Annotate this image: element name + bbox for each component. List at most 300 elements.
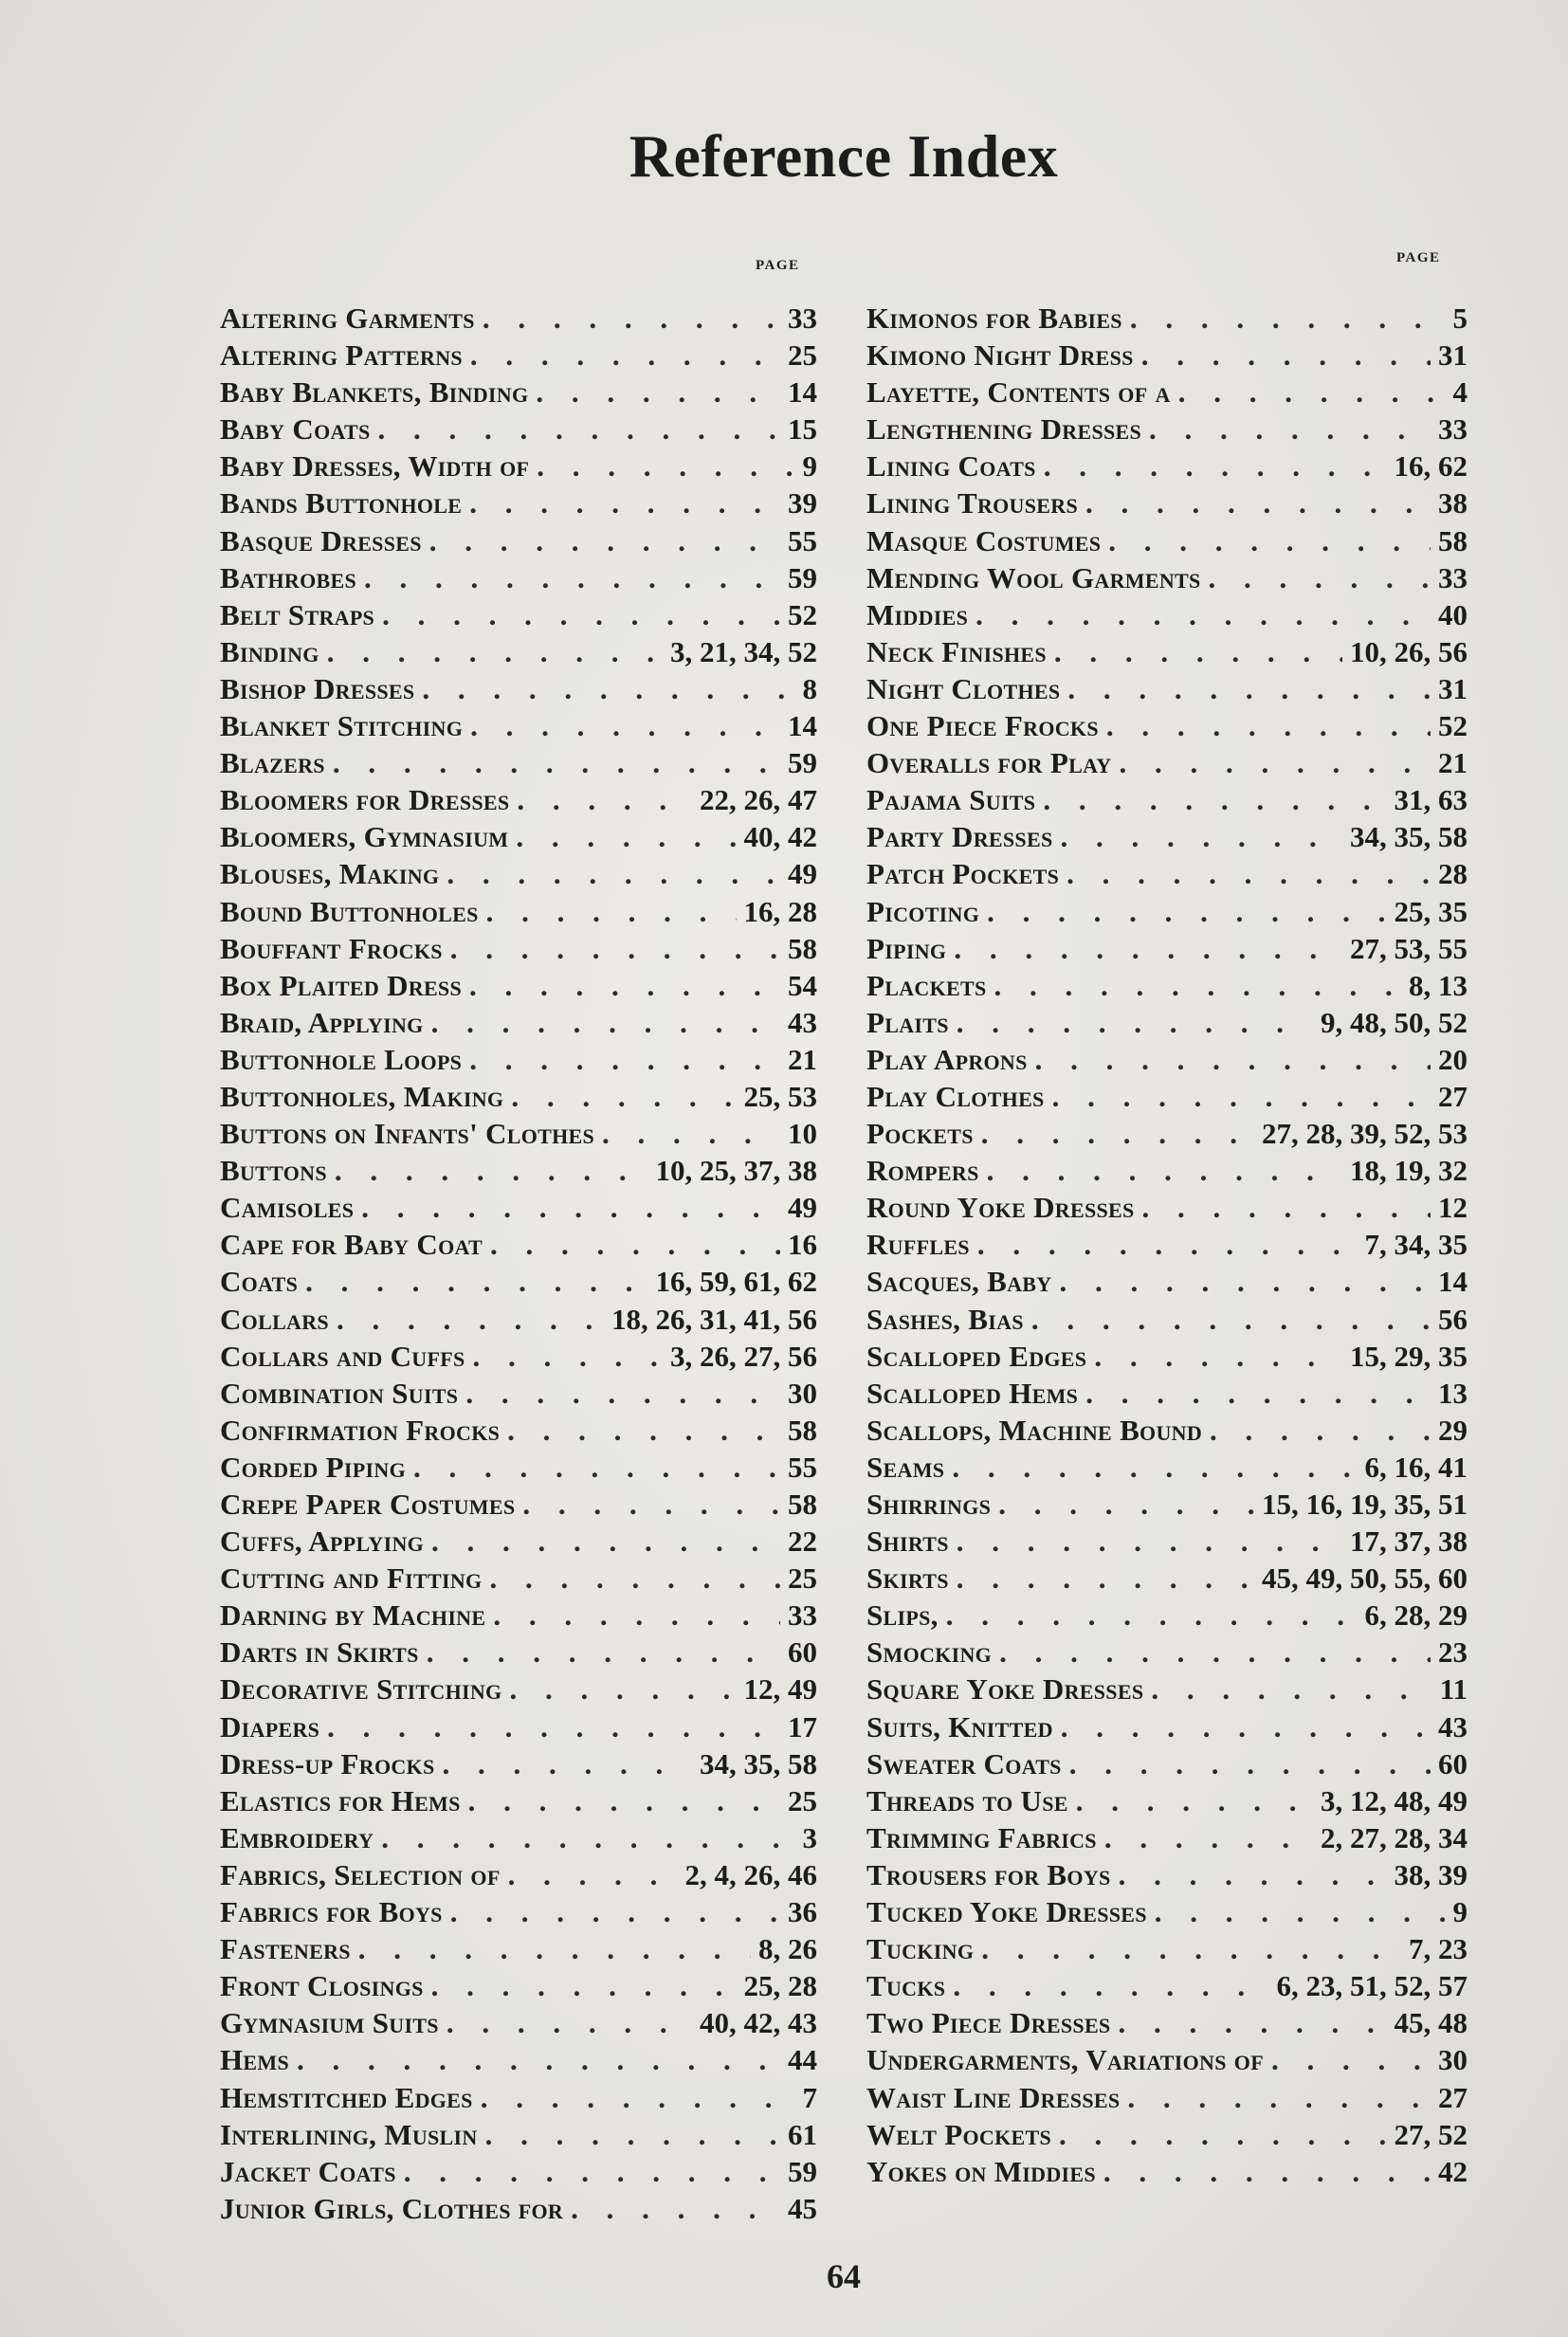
index-entry [220,1525,817,1561]
dot-leader [517,783,692,817]
dot-leader [957,1525,1342,1559]
dot-leader [954,932,1342,966]
index-page-refs: 12, 49 [743,1672,817,1707]
index-entry [220,2155,817,2192]
index-page-refs: 31, 63 [1394,783,1468,817]
dot-leader [450,1895,780,1929]
dot-leader [987,895,1386,929]
index-entry [866,1561,1468,1598]
index-entry [220,672,817,709]
index-term: Bishop Dresses [220,671,415,705]
index-entry [866,1784,1468,1821]
dot-leader [333,746,780,780]
dot-leader [1067,857,1431,891]
dot-leader [1108,524,1431,558]
index-term: Threads to Use [866,1783,1068,1817]
index-entry [866,709,1468,746]
dot-leader [1106,709,1431,743]
dot-leader [1210,1414,1431,1448]
index-entry [220,1451,817,1488]
index-term: Elastics for Hems [220,1783,461,1817]
dot-leader [508,1858,678,1892]
index-page-refs: 16, 28 [743,894,817,928]
index-entry [220,2081,817,2118]
index-term: Trimming Fabrics [866,1820,1097,1854]
page-number: 64 [827,2257,861,2295]
dot-leader [1119,1858,1387,1892]
index-entry [866,1228,1468,1265]
index-entry [220,1377,817,1414]
index-term: Undergarments, Variations of [866,2043,1264,2077]
dot-leader [382,598,780,632]
index-term: Sashes, Bias [866,1302,1024,1336]
index-page-refs: 15 [788,412,817,447]
dot-leader [1043,783,1386,817]
dot-leader [1067,672,1431,706]
dot-leader [975,598,1431,632]
index-entry [220,2043,817,2080]
index-page-refs: 33 [1438,560,1468,594]
index-page-refs: 27 [1438,2080,1468,2114]
index-page-refs: 22, 26, 47 [700,783,817,817]
index-page-refs: 3, 12, 48, 49 [1321,1783,1468,1817]
dot-leader [468,1784,780,1818]
index-term: Bloomers for Dresses [220,783,510,817]
index-term: Night Clothes [866,671,1061,705]
index-entry [866,1265,1468,1302]
index-term: Bloomers, Gymnasium [220,820,509,854]
index-page-refs: 25 [788,1783,817,1817]
index-page-refs: 27, 52 [1394,2117,1468,2151]
index-entry [220,1080,817,1117]
index-entry [220,1635,817,1672]
index-page-refs: 3, 26, 27, 56 [670,1339,817,1373]
dot-leader [999,1635,1431,1670]
dot-leader [602,1117,780,1151]
index-term: Picoting [866,894,980,928]
index-term: Blouses, Making [220,857,440,891]
index-page-refs: 52 [788,597,817,631]
index-page-refs: 8 [802,671,817,705]
dot-leader [1044,449,1387,484]
index-page-refs: 25, 35 [1394,894,1468,928]
dot-leader [427,1635,780,1670]
index-page-refs: 10, 25, 37, 38 [655,1154,817,1188]
dot-leader [469,486,780,520]
dot-leader [1059,2118,1387,2152]
index-term: Fabrics for Boys [220,1895,443,1929]
dot-leader [1076,1784,1313,1818]
index-page-refs: 14 [788,375,817,410]
dot-leader [1119,746,1431,780]
index-page-refs: 28 [1438,857,1468,891]
index-page-refs: 40, 42 [743,820,817,854]
index-entry [866,820,1468,857]
index-term: Confirmation Frocks [220,1413,501,1447]
index-page-refs: 38 [1438,486,1468,520]
index-entry [220,1228,817,1265]
index-page-refs: 60 [788,1635,817,1670]
left-column-page-header: page [756,250,800,274]
index-entry [866,2118,1468,2155]
index-term: Buttons on Infants' Clothes [220,1117,595,1151]
index-entry [220,412,817,449]
dot-leader [470,338,780,373]
index-term: Plackets [866,968,987,1002]
index-page-refs: 55 [788,523,817,557]
index-entry [220,1043,817,1080]
dot-leader [987,1154,1342,1188]
dot-leader [493,1598,780,1633]
index-page-refs: 58 [1438,523,1468,557]
index-page-refs: 49 [788,1191,817,1225]
index-entry [866,375,1468,412]
index-entry [220,1154,817,1191]
index-page-refs: 18, 19, 32 [1350,1154,1468,1188]
dot-leader [443,1747,693,1781]
index-page-refs: 33 [788,1598,817,1633]
index-entry [220,1303,817,1340]
index-page-refs: 10, 26, 56 [1350,634,1468,668]
dot-leader [1118,2006,1386,2040]
index-term: Kimonos for Babies [866,301,1122,335]
index-entry [866,561,1468,598]
index-page-refs: 40, 42, 43 [700,2006,817,2040]
index-page-refs: 21 [1438,746,1468,780]
index-term: Suits, Knitted [866,1709,1053,1744]
index-page-refs: 30 [1438,2043,1468,2077]
index-page-refs: 6, 28, 29 [1364,1598,1468,1633]
dot-leader [1155,1895,1446,1929]
index-entry [220,1488,817,1525]
index-entry [866,1932,1468,1969]
index-entry [220,746,817,783]
dot-leader [422,672,794,706]
dot-leader [522,1488,780,1522]
index-term: Cape for Baby Coat [220,1228,483,1262]
index-entry [866,635,1468,672]
index-term: Blazers [220,746,325,780]
index-term: Shirts [866,1525,949,1559]
index-term: Fasteners [220,1932,351,1966]
index-page-refs: 3 [802,1820,817,1854]
index-entry [220,709,817,746]
index-entry [220,1191,817,1228]
dot-leader [327,635,663,669]
index-term: Combination Suits [220,1376,459,1410]
dot-leader [404,2155,780,2189]
index-term: Layette, Contents of a [866,375,1171,410]
index-term: Pajama Suits [866,783,1036,817]
index-term: Trousers for Boys [866,1857,1111,1891]
index-term: Skirts [866,1561,949,1596]
index-entry [220,1932,817,1969]
index-page-refs: 61 [788,2117,817,2151]
index-term: Baby Coats [220,412,371,447]
index-term: Pockets [866,1117,974,1151]
index-entry [866,1747,1468,1784]
index-entry [866,2006,1468,2043]
index-term: Junior Girls, Clothes for [220,2191,564,2225]
index-entry [220,338,817,375]
dot-leader [1130,301,1446,336]
index-term: Patch Pockets [866,857,1060,891]
dot-leader [1054,635,1342,669]
index-page-refs: 59 [788,746,817,780]
index-term: Baby Dresses, Width of [220,449,530,484]
index-entry [220,486,817,523]
index-page-refs: 29 [1438,1413,1468,1447]
index-term: Tucks [866,1969,946,2003]
index-entry [866,1154,1468,1191]
dot-leader [469,969,780,1003]
dot-leader [957,1561,1254,1596]
index-page-refs: 9, 48, 50, 52 [1321,1005,1468,1039]
index-entry [866,1377,1468,1414]
index-page-refs: 17, 37, 38 [1350,1525,1468,1559]
dot-leader [364,561,780,595]
index-entry [220,820,817,857]
index-entry [866,1451,1468,1488]
index-page-refs: 16, 62 [1394,449,1468,484]
index-entry [866,2081,1468,2118]
index-page-refs: 52 [1438,709,1468,743]
dot-leader [327,1710,780,1744]
index-entry [220,1561,817,1598]
index-page-refs: 45 [788,2191,817,2225]
index-term: Cuffs, Applying [220,1525,425,1559]
index-page-refs: 6, 16, 41 [1364,1450,1468,1484]
index-term: Hems [220,2043,289,2077]
dot-leader [981,1117,1254,1151]
right-column-page-header: page [1396,243,1441,266]
index-entry [220,857,817,894]
dot-leader [1052,1080,1431,1114]
index-entry [220,375,817,412]
index-term: Shirrings [866,1488,992,1521]
dot-leader [413,1451,780,1485]
index-entry [220,932,817,969]
index-term: Altering Garments [220,301,475,335]
index-entry [220,449,817,486]
dot-leader [1142,1191,1431,1225]
index-page-refs: 16, 59, 61, 62 [655,1265,817,1299]
index-page-refs: 58 [788,1488,817,1521]
index-page-refs: 56 [1438,1302,1468,1336]
index-term: Decorative Stitching [220,1672,502,1707]
index-page-refs: 14 [788,709,817,743]
index-page-refs: 43 [788,1005,817,1039]
index-term: Binding [220,634,319,668]
index-page-refs: 6, 23, 51, 52, 57 [1276,1969,1468,2003]
index-entry [220,1895,817,1932]
index-page-refs: 9 [802,449,817,484]
index-page-refs: 34, 35, 58 [700,1746,817,1780]
dot-leader [483,301,780,336]
index-term: Cutting and Fitting [220,1561,483,1596]
dot-leader [361,1191,780,1225]
index-page-refs: 3, 21, 34, 52 [670,634,817,668]
dot-leader [981,1932,1401,1966]
index-page-refs: 2, 4, 26, 46 [684,1857,817,1891]
index-page-refs: 18, 26, 31, 41, 56 [611,1302,817,1336]
dot-leader [1035,1043,1431,1077]
index-entry [220,1340,817,1377]
dot-leader [507,1414,780,1448]
index-term: Party Dresses [866,820,1053,854]
index-term: Scalloped Edges [866,1339,1087,1373]
dot-leader [490,1228,780,1262]
index-entry [866,857,1468,894]
index-term: Ruffles [866,1228,970,1262]
dot-leader [485,2118,780,2152]
index-term: Waist Line Dresses [866,2080,1121,2114]
index-entry [866,1488,1468,1525]
index-entry [866,932,1468,969]
index-term: Altering Patterns [220,338,463,373]
index-page-refs: 15, 16, 19, 35, 51 [1262,1488,1468,1521]
dot-leader [489,1561,780,1596]
index-term: Neck Finishes [866,634,1047,668]
index-term: Dress-up Frocks [220,1746,435,1780]
index-entry [220,1784,817,1821]
dot-leader [1059,1265,1431,1299]
dot-leader [1209,561,1431,595]
index-term: Fabrics, Selection of [220,1857,501,1891]
dot-leader [358,1932,751,1966]
index-term: Play Aprons [866,1042,1028,1076]
index-page-refs: 45, 49, 50, 55, 60 [1262,1561,1468,1596]
index-term: Embroidery [220,1820,374,1854]
dot-leader [429,524,780,558]
index-page-refs: 36 [788,1895,817,1929]
index-term: Bathrobes [220,560,357,594]
dot-leader [335,1154,648,1188]
index-entry [866,1340,1468,1377]
index-entry [866,746,1468,783]
index-page-refs: 11 [1439,1672,1468,1707]
index-page-refs: 4 [1452,375,1468,410]
index-entry [220,2006,817,2043]
index-page-refs: 12 [1438,1191,1468,1225]
index-entry [866,598,1468,635]
dot-leader [469,1043,780,1077]
index-page-refs: 9 [1452,1895,1468,1929]
dot-leader [537,449,794,484]
index-entry [866,1858,1468,1895]
index-term: Gymnasium Suits [220,2006,439,2040]
index-term: Hemstitched Edges [220,2080,473,2114]
dot-leader [431,1525,780,1559]
index-entry [220,1006,817,1043]
index-entry [866,1191,1468,1228]
index-term: Lining Trousers [866,486,1078,520]
index-page-refs: 31 [1438,338,1468,373]
dot-leader [431,1969,737,2003]
dot-leader [977,1228,1358,1262]
index-entry [220,598,817,635]
index-entry [866,524,1468,561]
index-term: Box Plaited Dress [220,968,462,1002]
dot-leader [305,1265,647,1299]
index-entry [866,672,1468,709]
dot-leader [381,1821,794,1855]
index-entry [220,1858,817,1895]
index-entry [866,1895,1468,1932]
dot-leader [994,969,1401,1003]
index-page-refs: 54 [788,968,817,1002]
index-page-refs: 58 [788,931,817,965]
index-term: Play Clothes [866,1079,1045,1113]
index-term: Buttonholes, Making [220,1079,504,1113]
dot-leader [1178,375,1446,410]
index-entry [220,524,817,561]
index-term: Sacques, Baby [866,1265,1052,1299]
index-entry [220,1672,817,1709]
index-entry [220,783,817,820]
index-entry [220,1969,817,2006]
dot-leader [1031,1303,1431,1337]
index-term: Kimono Night Dress [866,338,1134,373]
index-page-refs: 17 [788,1709,817,1744]
index-entry [866,449,1468,486]
dot-leader [465,1377,780,1411]
index-entry [220,1117,817,1154]
index-page-refs: 39 [788,486,817,520]
dot-leader [536,375,780,410]
index-page-refs: 7 [802,2080,817,2114]
index-term: Smocking [866,1635,993,1670]
index-page-refs: 21 [788,1042,817,1076]
index-entry [866,1006,1468,1043]
index-entry [220,2192,817,2229]
dot-leader [1149,412,1431,447]
dot-leader [473,1340,663,1374]
index-page-refs: 27 [1438,1079,1468,1113]
index-term: Welt Pockets [866,2117,1051,2151]
index-entry [866,1969,1468,2006]
dot-leader [481,2081,795,2115]
index-entry [866,412,1468,449]
index-page-refs: 13 [1438,1376,1468,1410]
dot-leader [431,1006,780,1040]
index-page-refs: 20 [1438,1042,1468,1076]
dot-leader [450,932,780,966]
dot-leader [1151,1672,1431,1707]
index-page-refs: 40 [1438,597,1468,631]
index-term: Yokes on Middies [866,2154,1096,2188]
index-term: Front Closings [220,1969,424,2003]
dot-leader [1060,820,1342,854]
index-term: Camisoles [220,1191,355,1225]
index-entry [866,1117,1468,1154]
index-entry [866,301,1468,338]
index-term: Lengthening Dresses [866,412,1142,447]
index-term: Round Yoke Dresses [866,1191,1135,1225]
index-page-refs: 27, 53, 55 [1350,931,1468,965]
index-term: Lining Coats [866,449,1036,484]
index-term: Corded Piping [220,1450,406,1484]
index-term: Collars [220,1302,329,1336]
dot-leader [1103,2155,1431,2189]
dot-leader [486,895,737,929]
index-page-refs: 25 [788,338,817,373]
dot-leader [998,1488,1254,1522]
index-entry [220,1821,817,1858]
index-entry [220,1414,817,1451]
index-page-refs: 2, 27, 28, 34 [1321,1820,1468,1854]
dot-leader [447,2006,692,2040]
